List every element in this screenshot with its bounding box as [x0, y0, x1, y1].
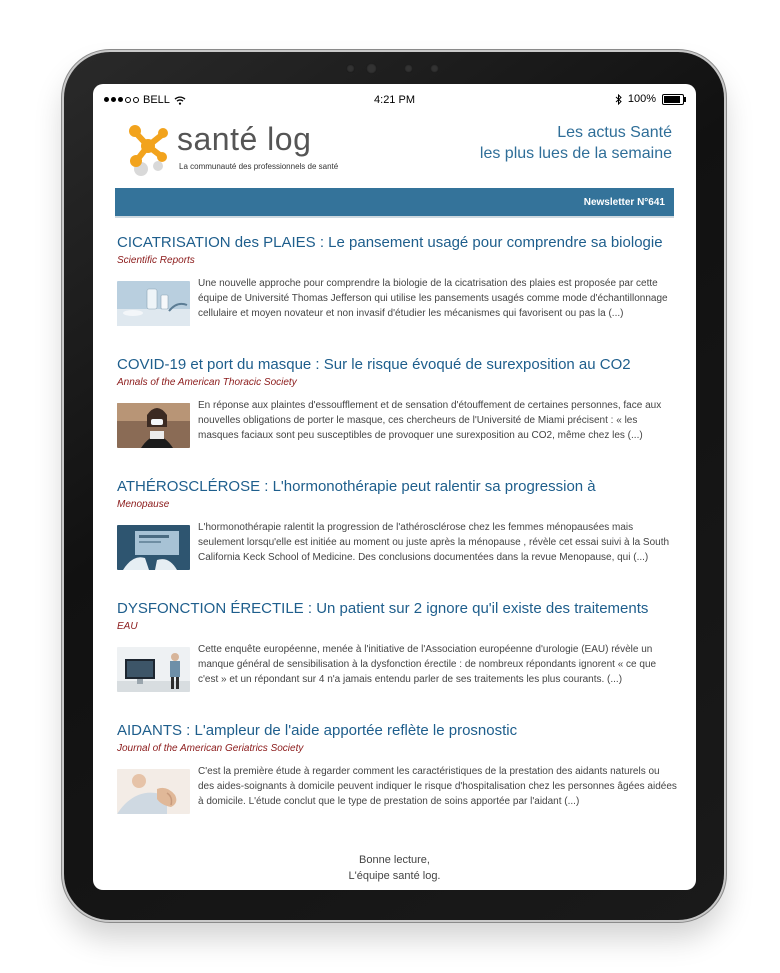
article-excerpt: En réponse aux plaintes d'essoufflement et de sensation d'étouffement de certaines personnes, face aux nouvelles obligations de porter le masque, ces chercheurs de l'Université de Miami précisent : « les masques faciaux sont peu susceptibles de provoquer une surexposition au CO2, même chez les (...) [198, 400, 662, 441]
article-title-link[interactable]: CICATRISATION des PLAIES : Le pansement usagé pour comprendre sa biologie [117, 234, 663, 251]
article-excerpt: L'hormonothérapie ralentit la progression de l'athérosclérose chez les femmes ménopausées mais seulement lorsqu'elle est initiée au moment ou juste après la ménopause , révèle cet essai suivi à la South California Keck School of Medicine. Des conclusions documentées dans la revue Menopause, qui (...) [198, 522, 670, 563]
logo-tagline: La communauté des professionnels de santé [179, 162, 339, 171]
article-list [117, 234, 677, 844]
newsletter-number: Newsletter N°641 [583, 197, 665, 208]
article-title-link[interactable]: AIDANTS : L'ampleur de l'aide apportée reflète le prosnostic [117, 722, 518, 739]
article-source: EAU [117, 621, 138, 632]
article-item [117, 356, 677, 478]
sensor-icon [346, 64, 355, 73]
status-bar [93, 84, 696, 118]
article-title-link[interactable]: DYSFONCTION ÉRECTILE : Un patient sur 2 ignore qu'il existe des traitements [117, 600, 649, 617]
battery-icon [662, 94, 684, 105]
sensor-icon [430, 64, 439, 73]
status-right [615, 93, 684, 105]
article-excerpt: Cette enquête européenne, menée à l'initiative de l'Association européenne d'urologie (EAU) révèle un manque général de sensibilisation à la dysfonction érectile : de nombreux répondants ignorent « ce que c'est » et un répondant sur 4 n'a jamais entendu parler de ses traitements les plus courants. (...) [198, 644, 657, 685]
status-time: 4:21 PM [374, 94, 415, 106]
carrier-label: BELL [143, 94, 170, 106]
signoff-line1: Bonne lecture, [359, 854, 430, 866]
tagline-line2: les plus lues de la semaine [479, 145, 672, 162]
article-thumbnail[interactable] [117, 403, 190, 448]
article-source: Scientific Reports [117, 255, 195, 266]
signoff-line2: L'équipe santé log. [348, 870, 441, 882]
article-item [117, 600, 677, 722]
article-item [117, 234, 677, 356]
camera-icon [366, 63, 377, 74]
battery-percent: 100% [627, 93, 656, 105]
article-thumbnail[interactable] [117, 769, 190, 814]
article-title-link[interactable]: COVID-19 et port du masque : Sur le risque évoqué de surexposition au CO2 [117, 356, 631, 373]
sensor-icon [404, 64, 413, 73]
newsletter-header [93, 118, 696, 186]
article-source: Menopause [117, 499, 170, 510]
bluetooth-icon [615, 94, 622, 105]
article-title-link[interactable]: ATHÉROSCLÉROSE : L'hormonothérapie peut ralentir sa progression à [117, 478, 596, 495]
tagline-line1: Les actus Santé [557, 124, 672, 141]
article-item [117, 478, 677, 600]
article-thumbnail[interactable] [117, 525, 190, 570]
sante-log-logo-icon[interactable] [125, 122, 173, 176]
logo-name[interactable]: santé log [177, 121, 312, 157]
article-thumbnail[interactable] [117, 647, 190, 692]
newsletter-banner [115, 188, 674, 218]
article-excerpt: Une nouvelle approche pour comprendre la biologie de la cicatrisation des plaies est proposée par cette équipe de Université Thomas Jefferson qui utilise les pansements usagés comme mode d'échantillonnage cellulaire et moyen novateur et non invasif d'étudier les mécanismes qui favorisent ou pas la (...) [198, 278, 668, 319]
article-item [117, 722, 677, 844]
screen [93, 84, 696, 890]
header-tagline [412, 122, 672, 164]
article-source: Annals of the American Thoracic Society [117, 377, 297, 388]
signoff [93, 852, 696, 884]
article-excerpt: C'est la première étude à regarder comment les caractéristiques de la prestation des aidants naturels ou des aides-soignants à domicile peuvent indiquer le risque d'hospitalisation chez les personnes âgées aidées à domicile. L'étude conclut que le type de prestation de soins apportée par l'aidant (...) [198, 766, 677, 807]
article-thumbnail[interactable] [117, 281, 190, 326]
article-source: Journal of the American Geriatrics Society [117, 743, 304, 754]
